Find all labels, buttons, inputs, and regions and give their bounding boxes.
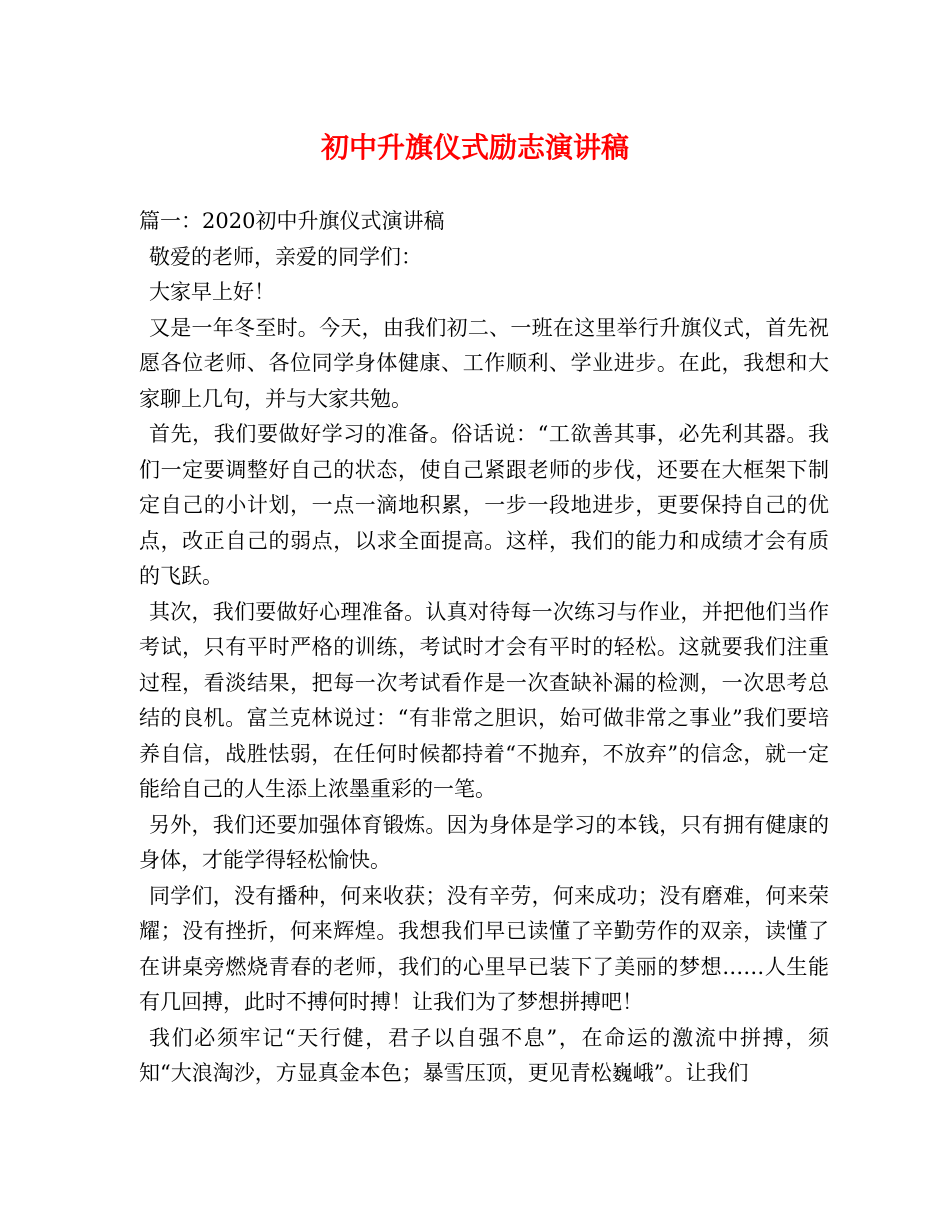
body-paragraph: 其次，我们要做好心理准备。认真对待每一次练习与作业，并把他们当作考试，只有平时严格的训练，考试时才会有平时的轻松。这就要我们注重过程，看淡结果，把每一次考试看作是一次查缺补漏的检测，一次思考总结的良机。富兰克林说过：“有非常之胆识，始可做非常之事业”我们要培养自信，战胜怯弱，在任何时候都持着“不抛弃，不放弃”的信念，就一定能给自己的人生添上浓墨重彩的一笔。 — [139, 599, 829, 801]
body-paragraph: 又是一年冬至时。今天，由我们初二、一班在这里举行升旗仪式，首先祝愿各位老师、各位同学身体健康、工作顺利、学业进步。在此，我想和大家聊上几句，并与大家共勉。 — [139, 315, 829, 411]
document-title: 初中升旗仪式励志演讲稿 — [320, 131, 629, 164]
section-heading: 篇一：2020初中升旗仪式演讲稿 — [139, 209, 445, 233]
body-paragraph: 我们必须牢记“天行健，君子以自强不息”，在命运的激流中拼搏，须知“大浪淘沙，方显真金本色；暴雪压顶，更见青松巍峨”。让我们 — [139, 1025, 829, 1085]
body-paragraph: 同学们，没有播种，何来收获；没有辛劳，何来成功；没有磨难，何来荣耀；没有挫折，何来辉煌。我想我们早已读懂了辛勤劳作的双亲，读懂了在讲桌旁燃烧青春的老师，我们的心里早已装下了美丽的梦想……人生能有几回搏，此时不搏何时搏！让我们为了梦想拼搏吧！ — [139, 883, 829, 1014]
greeting: 大家早上好！ — [149, 280, 275, 304]
document-body — [139, 204, 829, 1092]
salutation: 敬爱的老师，亲爱的同学们： — [149, 244, 422, 269]
body-paragraph: 首先，我们要做好学习的准备。俗话说：“工欲善其事，必先利其器。我们一定要调整好自己的状态，使自己紧跟老师的步伐，还要在大框架下制定自己的小计划，一点一滴地积累，一步一段地进步，更要保持自己的优点，改正自己的弱点，以求全面提高。这样，我们的能力和成绩才会有质的飞跃。 — [139, 422, 829, 588]
body-paragraph: 另外，我们还要加强体育锻炼。因为身体是学习的本钱，只有拥有健康的身体，才能学得轻松愉快。 — [139, 812, 829, 872]
